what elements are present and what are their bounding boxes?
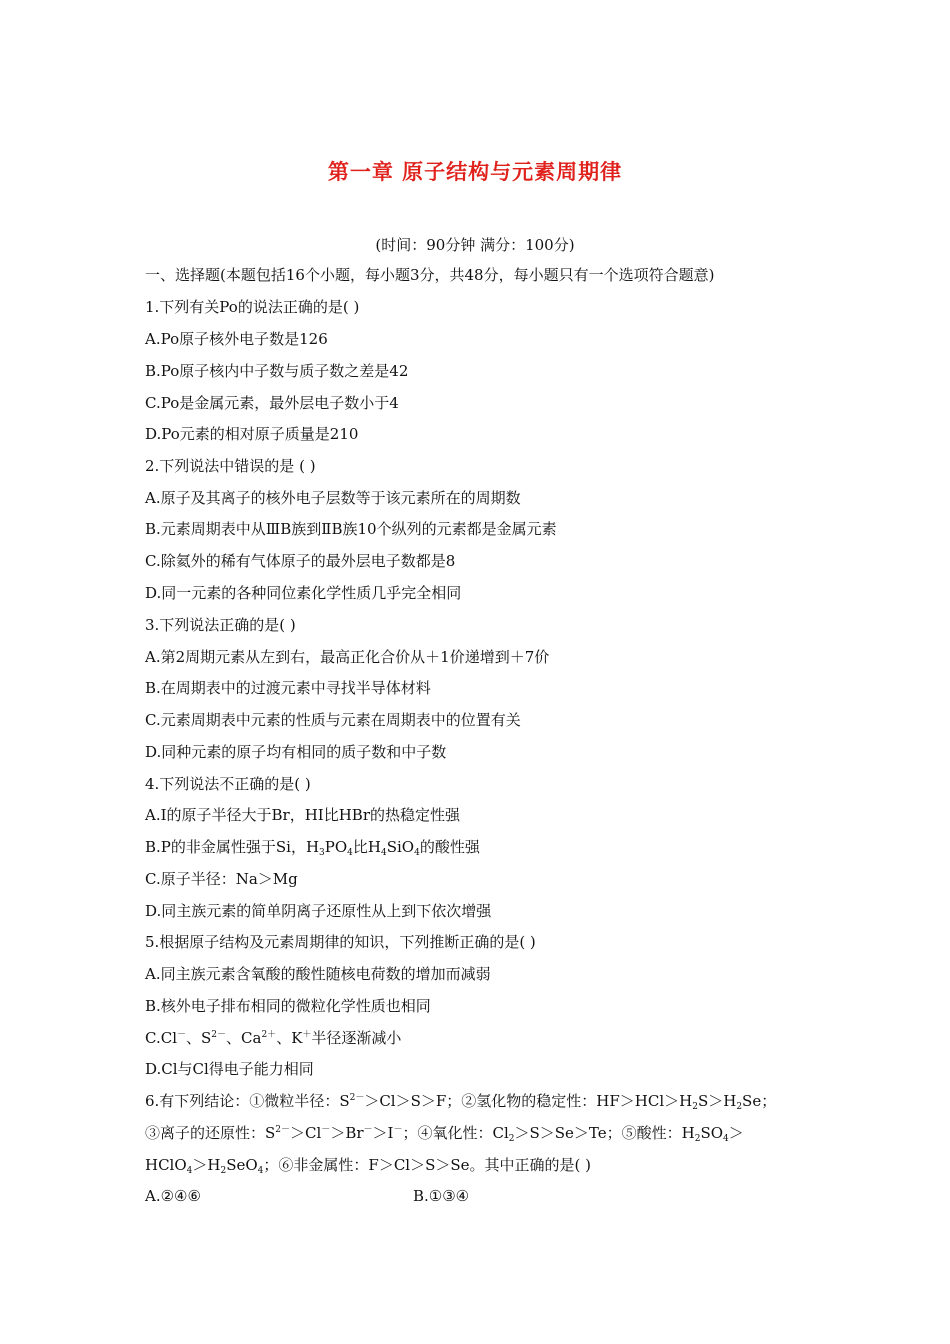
- question-1-option-d: D.Po元素的相对原子质量是210: [145, 425, 359, 443]
- question-5-stem: 5.根据原子结构及元素周期律的知识，下列推断正确的是( ): [145, 933, 536, 951]
- section-heading: 一、选择题(本题包括16个小题，每小题3分，共48分，每小题只有一个选项符合题意): [145, 266, 715, 284]
- question-6-option-b: B.①③④: [413, 1187, 470, 1205]
- question-6-option-a: A.②④⑥: [145, 1187, 201, 1205]
- question-5-option-c: C.Cl－、$S^{2-}$、$Ca^{2+}$、K＋半径逐渐减小: [145, 1029, 402, 1047]
- question-3-option-a: A.第2周期元素从左到右，最高正化合价从＋1价递增到＋7价: [145, 648, 550, 666]
- question-3-option-d: D.同种元素的原子均有相同的质子数和中子数: [145, 743, 447, 761]
- question-4-option-c: C.原子半径：Na＞Mg: [145, 870, 298, 888]
- question-3-stem: 3.下列说法正确的是( ): [145, 616, 296, 634]
- question-1-option-b: B.Po原子核内中子数与质子数之差是42: [145, 362, 409, 380]
- question-4-stem: 4.下列说法不正确的是( ): [145, 775, 311, 793]
- exam-meta: (时间：90分钟 满分：100分): [375, 236, 575, 254]
- question-6-stem-line-1: 6.有下列结论：①微粒半径：$S^{2-}>Cl>S>F$；②氢化物的稳定性：$HF>HCl>H_2S>H_2Se$；: [145, 1092, 777, 1112]
- question-2-option-b: B.元素周期表中从ⅢB族到ⅡB族10个纵列的元素都是金属元素: [145, 520, 557, 538]
- question-2-option-d: D.同一元素的各种同位素化学性质几乎完全相同: [145, 584, 462, 602]
- question-2-stem: 2.下列说法中错误的是 ( ): [145, 457, 316, 475]
- question-4-option-d: D.同主族元素的简单阴离子还原性从上到下依次增强: [145, 902, 492, 920]
- chapter-title: 第一章 原子结构与元素周期律: [327, 160, 623, 184]
- question-3-option-b: B.在周期表中的过渡元素中寻找半导体材料: [145, 679, 431, 697]
- question-1-option-c: C.Po是金属元素，最外层电子数小于4: [145, 394, 399, 412]
- question-5-option-a: A.同主族元素含氧酸的酸性随核电荷数的增加而减弱: [145, 965, 491, 983]
- question-2-option-a: A.原子及其离子的核外电子层数等于该元素所在的周期数: [145, 489, 521, 507]
- question-4-option-b: B.P的非金属性强于Si，$H_3PO_4$比$H_4SiO_4$的酸性强: [145, 838, 480, 858]
- question-4-option-a: A.I的原子半径大于Br，HI比HBr的热稳定性强: [145, 806, 461, 824]
- question-6-stem-line-3: $HClO_4>H_2SeO_4$；⑥非金属性：F＞Cl＞S＞Se。其中正确的是( ): [145, 1156, 591, 1176]
- question-2-option-c: C.除氦外的稀有气体原子的最外层电子数都是8: [145, 552, 456, 570]
- question-5-option-b: B.核外电子排布相同的微粒化学性质也相同: [145, 997, 431, 1015]
- question-1-option-a: A.Po原子核外电子数是126: [145, 330, 328, 348]
- question-1-stem: 1.下列有关Po的说法正确的是( ): [145, 298, 360, 316]
- question-6-stem-line-2: ③离子的还原性：$S^{2-}>Cl^->Br^->I^-$；④氧化性：$Cl_2>S>Se>Te$；⑤酸性：$H_2SO_4>$: [145, 1124, 744, 1144]
- question-3-option-c: C.元素周期表中元素的性质与元素在周期表中的位置有关: [145, 711, 521, 729]
- question-5-option-d: D.Cl与Cl得电子能力相同: [145, 1060, 314, 1078]
